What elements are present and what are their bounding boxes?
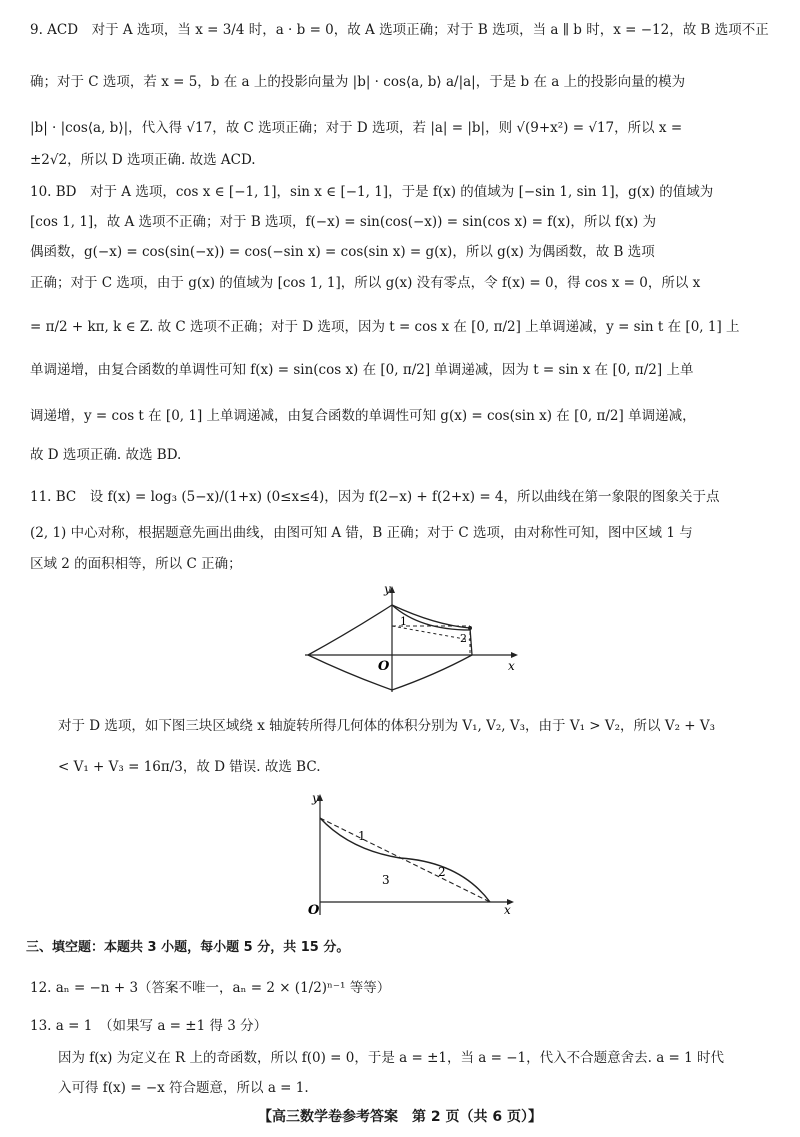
- q11-line4: 对于 D 选项，如下图三块区域绕 x 轴旋转所得几何体的体积分别为 V₁, V₂, V₃，由于 V₁ > V₂，所以 V₂ + V₃: [58, 718, 716, 734]
- fig2-region1-label: 1: [358, 829, 366, 843]
- q9-line3: |b| · |cos⟨a, b⟩|，代入得 √17，故 C 选项正确；对于 D 选项，若 |a| = |b|，则 √(9+x²) = √17，所以 x =: [30, 120, 683, 136]
- q10-line1: 10. BD 对于 A 选项，cos x ∈ [−1, 1]，sin x ∈ [−1, 1]，于是 f(x) 的值域为 [−sin 1, sin 1]，g(x) 的值域为: [30, 184, 714, 200]
- fig2-region3-label: 3: [382, 873, 390, 887]
- q10-line3: 偶函数，g(−x) = cos(sin(−x)) = cos(−sin x) = cos(sin x) = g(x)，所以 g(x) 为偶函数，故 B 选项: [30, 244, 655, 260]
- fig1-y-label: y: [384, 582, 391, 596]
- q9-line1: 9. ACD 对于 A 选项，当 x = 3/4 时，a · b = 0，故 A 选项正确；对于 B 选项，当 a ∥ b 时，x = −12，故 B 选项不正: [30, 22, 769, 38]
- q12-answer: 12. aₙ = −n + 3（答案不唯一，aₙ = 2 × (1/2)ⁿ⁻¹ 等等）: [30, 980, 391, 996]
- section-3-title: 三、填空题：本题共 3 小题，每小题 5 分，共 15 分。: [26, 940, 350, 955]
- fig1-x-label: x: [508, 659, 515, 673]
- q10-line8: 故 D 选项正确. 故选 BD.: [30, 447, 182, 463]
- fig1-region2-label: 2: [460, 632, 467, 645]
- fig2-region2-label: 2: [438, 865, 446, 879]
- page-footer: 【高三数学卷参考答案 第 2 页（共 6 页）】: [258, 1109, 542, 1125]
- fig1-origin-label: O: [378, 659, 390, 674]
- q10-line7: 调递增，y = cos t 在 [0, 1] 上单调递减，由复合函数的单调性可知 g(x) = cos(sin x) 在 [0, π/2] 单调递减，: [30, 408, 696, 424]
- q13-line3: 入可得 f(x) = −x 符合题意，所以 a = 1.: [58, 1080, 309, 1096]
- q11-line2: (2, 1) 中心对称，根据题意先画出曲线，由图可知 A 错，B 正确；对于 C 选项，由对称性可知，图中区域 1 与: [30, 525, 693, 541]
- q11-line3: 区域 2 的面积相等，所以 C 正确；: [30, 556, 242, 572]
- fig2-y-label: y: [312, 791, 319, 805]
- q13-line2: 因为 f(x) 为定义在 R 上的奇函数，所以 f(0) = 0，于是 a = ±1，当 a = −1，代入不合题意舍去. a = 1 时代: [58, 1050, 725, 1066]
- q10-line4: 正确；对于 C 选项，由于 g(x) 的值域为 [cos 1, 1]，所以 g(x) 没有零点，令 f(x) = 0，得 cos x = 0，所以 x: [30, 275, 701, 291]
- figure-symmetric-curve: [300, 580, 530, 695]
- fig1-region1-label: 1: [400, 615, 407, 628]
- q9-line4: ±2√2，所以 D 选项正确. 故选 ACD.: [30, 152, 256, 168]
- q9-line2: 确；对于 C 选项，若 x = 5，b 在 a 上的投影向量为 |b| · cos⟨a, b⟩ a/|a|，于是 b 在 a 上的投影向量的模为: [30, 74, 686, 90]
- q10-line5: = π/2 + kπ, k ∈ Z. 故 C 选项不正确；对于 D 选项，因为 t = cos x 在 [0, π/2] 上单调递减，y = sin t 在 [0, 1] 上: [30, 319, 740, 335]
- figure-three-regions: [300, 790, 520, 920]
- fig2-x-label: x: [504, 903, 511, 917]
- q11-line1: 11. BC 设 f(x) = log₃ (5−x)/(1+x) (0≤x≤4)，因为 f(2−x) + f(2+x) = 4，所以曲线在第一象限的图象关于点: [30, 489, 720, 505]
- q10-line2: [cos 1, 1]，故 A 选项不正确；对于 B 选项，f(−x) = sin(cos(−x)) = sin(cos x) = f(x)，所以 f(x) 为: [30, 214, 657, 230]
- q11-line5: < V₁ + V₃ = 16π/3，故 D 错误. 故选 BC.: [58, 759, 321, 775]
- fig2-origin-label: O: [308, 903, 320, 918]
- q10-line6: 单调递增，由复合函数的单调性可知 f(x) = sin(cos x) 在 [0, π/2] 单调递减，因为 t = sin x 在 [0, π/2] 上单: [30, 362, 694, 378]
- q13-line1: 13. a = 1 （如果写 a = ±1 得 3 分）: [30, 1018, 268, 1034]
